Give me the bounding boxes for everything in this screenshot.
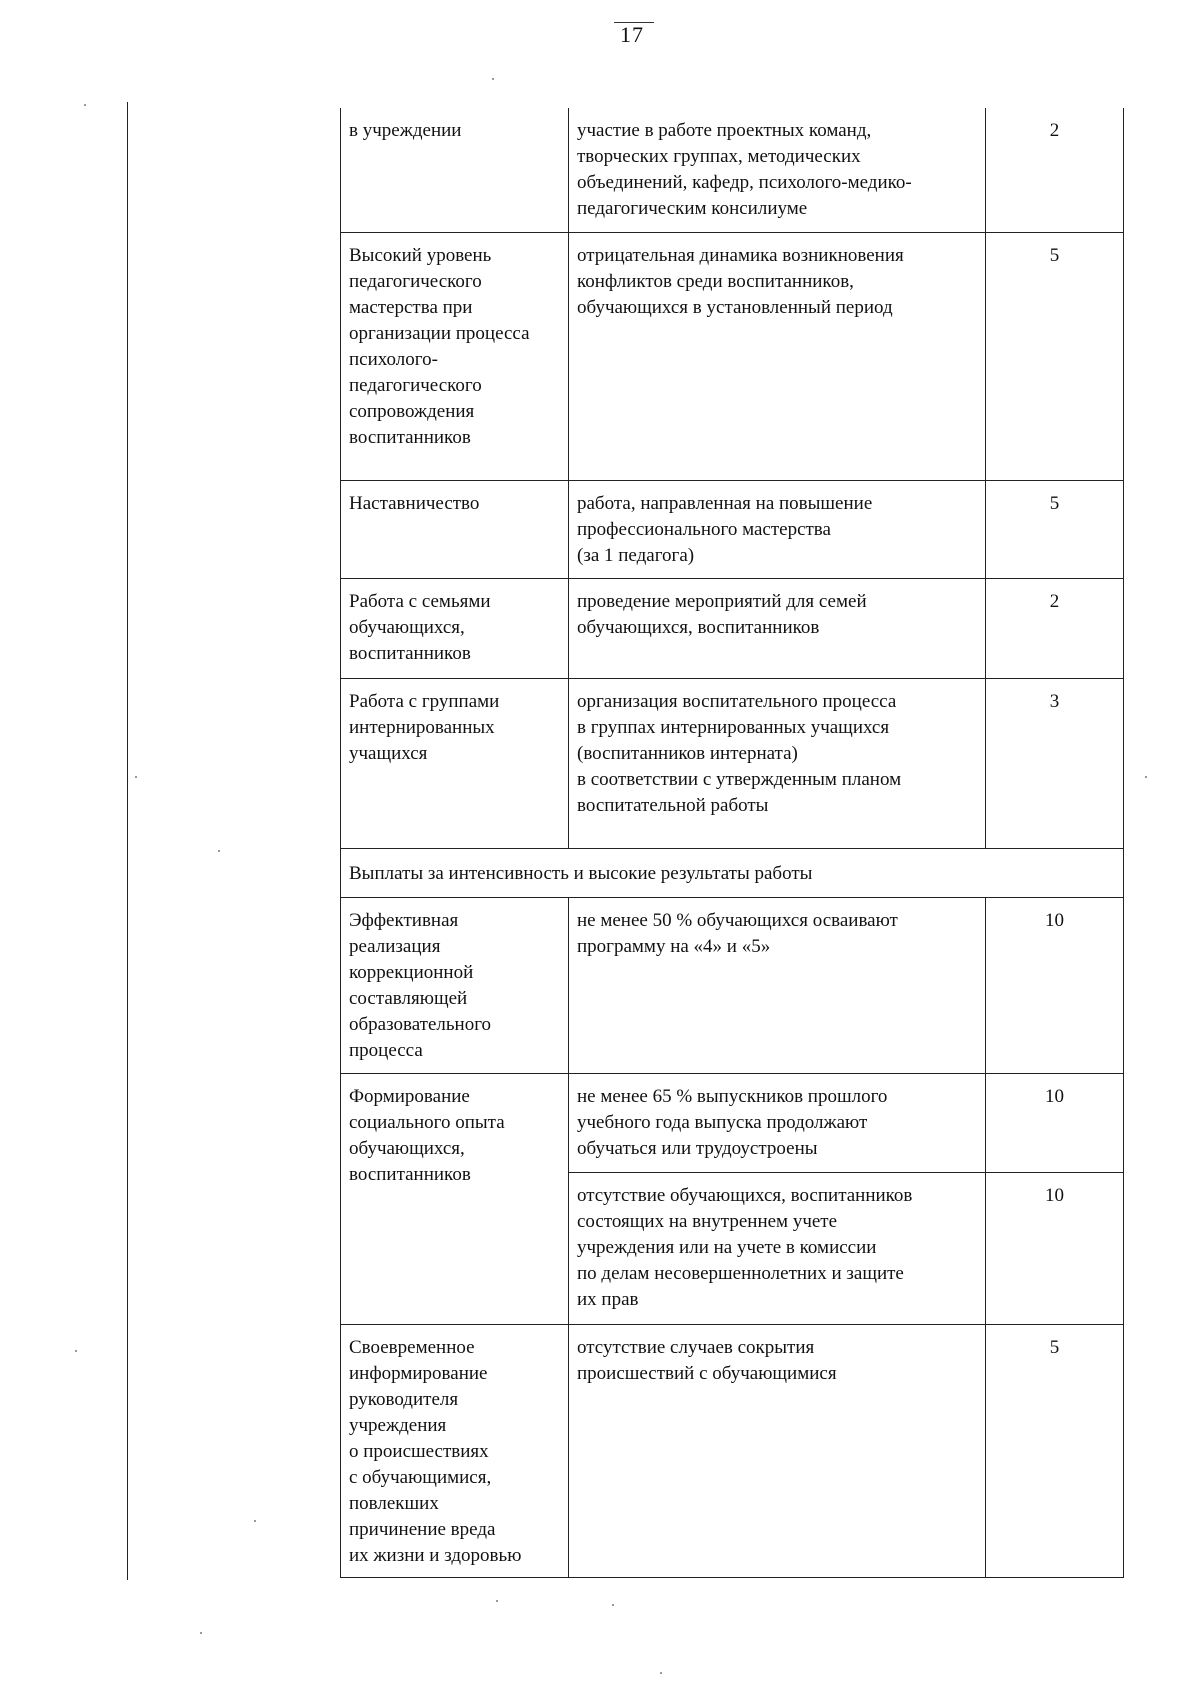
indicator-cell (569, 232, 986, 480)
scan-speck (84, 104, 86, 106)
criterion-cell (341, 578, 569, 678)
points-value: 2 (1049, 590, 1060, 612)
points-value: 5 (1049, 1336, 1060, 1358)
criterion-cell (341, 232, 569, 480)
scan-speck (200, 1632, 202, 1634)
scan-speck (492, 78, 494, 80)
criterion-cell (341, 1073, 569, 1324)
indicator-text: проведение мероприятий для семей обучающихся, воспитанников (577, 590, 867, 638)
indicator-cell (569, 1073, 986, 1172)
points-value: 10 (1045, 1184, 1064, 1206)
criterion-cell (341, 1324, 569, 1577)
criterion-text: в учреждении (349, 120, 462, 141)
scan-speck (75, 1350, 77, 1352)
points-cell (986, 678, 1124, 848)
criterion-text: Высокий уровень педагогического мастерства при организации процесса психолого- педагогического сопровождения воспитанников (349, 244, 530, 448)
table-row (341, 1324, 1124, 1577)
indicator-text: отсутствие случаев сокрытия происшествий с обучающимися (577, 1336, 837, 1384)
indicator-cell (569, 578, 986, 678)
scan-speck (660, 1672, 662, 1674)
criterion-text: Эффективная реализация коррекционной составляющей образовательного процесса (349, 909, 492, 1061)
indicator-text: не менее 65 % выпускников прошлого учебного года выпуска продолжают обучаться или трудоустроены (577, 1085, 888, 1159)
points-cell (986, 1172, 1124, 1324)
scan-speck (496, 1600, 498, 1602)
indicator-cell (569, 678, 986, 848)
scan-speck (135, 776, 137, 778)
indicator-cell (569, 1172, 986, 1324)
section-heading: Выплаты за интенсивность и высокие результаты работы (341, 848, 1124, 897)
indicator-text: отрицательная динамика возникновения конфликтов среди воспитанников, обучающихся в установленный период (577, 244, 904, 318)
margin-line (127, 102, 128, 1580)
scan-speck (254, 1520, 256, 1522)
points-value: 10 (1045, 1085, 1064, 1107)
table-row (341, 108, 1124, 232)
points-cell (986, 108, 1124, 232)
indicator-text: отсутствие обучающихся, воспитанников состоящих на внутреннем учете учреждения или на учете в комиссии по делам несовершеннолетних и защите их прав (577, 1184, 913, 1310)
indicator-text: не менее 50 % обучающихся осваивают программу на «4» и «5» (577, 909, 898, 957)
criterion-cell (341, 480, 569, 578)
scan-speck (218, 850, 220, 852)
points-cell (986, 232, 1124, 480)
indicator-cell (569, 897, 986, 1073)
indicator-text: организация воспитательного процесса в группах интернированных учащихся (воспитанников интерната) в соответствии с утвержденным планом воспитательной работы (577, 690, 902, 816)
points-value: 5 (1049, 244, 1060, 266)
criterion-cell (341, 108, 569, 232)
points-value: 5 (1049, 492, 1060, 514)
points-cell (986, 1324, 1124, 1577)
points-value: 3 (1049, 690, 1060, 712)
points-value: 2 (1049, 120, 1060, 141)
points-cell (986, 897, 1124, 1073)
criterion-cell (341, 678, 569, 848)
scan-speck (612, 1604, 614, 1606)
points-cell (986, 1073, 1124, 1172)
criterion-text: Наставничество (349, 492, 480, 514)
criterion-text: Работа с группами интернированных учащихся (349, 690, 500, 764)
points-cell (986, 578, 1124, 678)
table-row (341, 232, 1124, 480)
indicator-cell (569, 1324, 986, 1577)
scan-speck (1145, 776, 1147, 778)
indicator-cell (569, 108, 986, 232)
indicator-cell (569, 480, 986, 578)
table-row (341, 480, 1124, 578)
criterion-cell (341, 897, 569, 1073)
criterion-text: Работа с семьями обучающихся, воспитанников (349, 590, 491, 664)
criteria-table (340, 108, 1124, 1578)
indicator-text: участие в работе проектных команд, творческих группах, методических объединений, кафедр, психолого-медико- педагогическим консилиуме (577, 120, 912, 219)
points-value: 10 (1045, 909, 1064, 931)
criterion-text: Формирование социального опыта обучающихся, воспитанников (349, 1085, 505, 1185)
table-row (341, 1073, 1124, 1172)
table-row (341, 578, 1124, 678)
section-heading-row (341, 848, 1124, 897)
table-row (341, 678, 1124, 848)
indicator-text: работа, направленная на повышение профессионального мастерства (за 1 педагога) (577, 492, 873, 566)
points-cell (986, 480, 1124, 578)
table-row (341, 897, 1124, 1073)
page-number: 17 (620, 22, 644, 47)
criterion-text: Своевременное информирование руководителя учреждения о происшествиях с обучающимися, повлекших причинение вреда их жизни и здоровью (349, 1336, 522, 1566)
